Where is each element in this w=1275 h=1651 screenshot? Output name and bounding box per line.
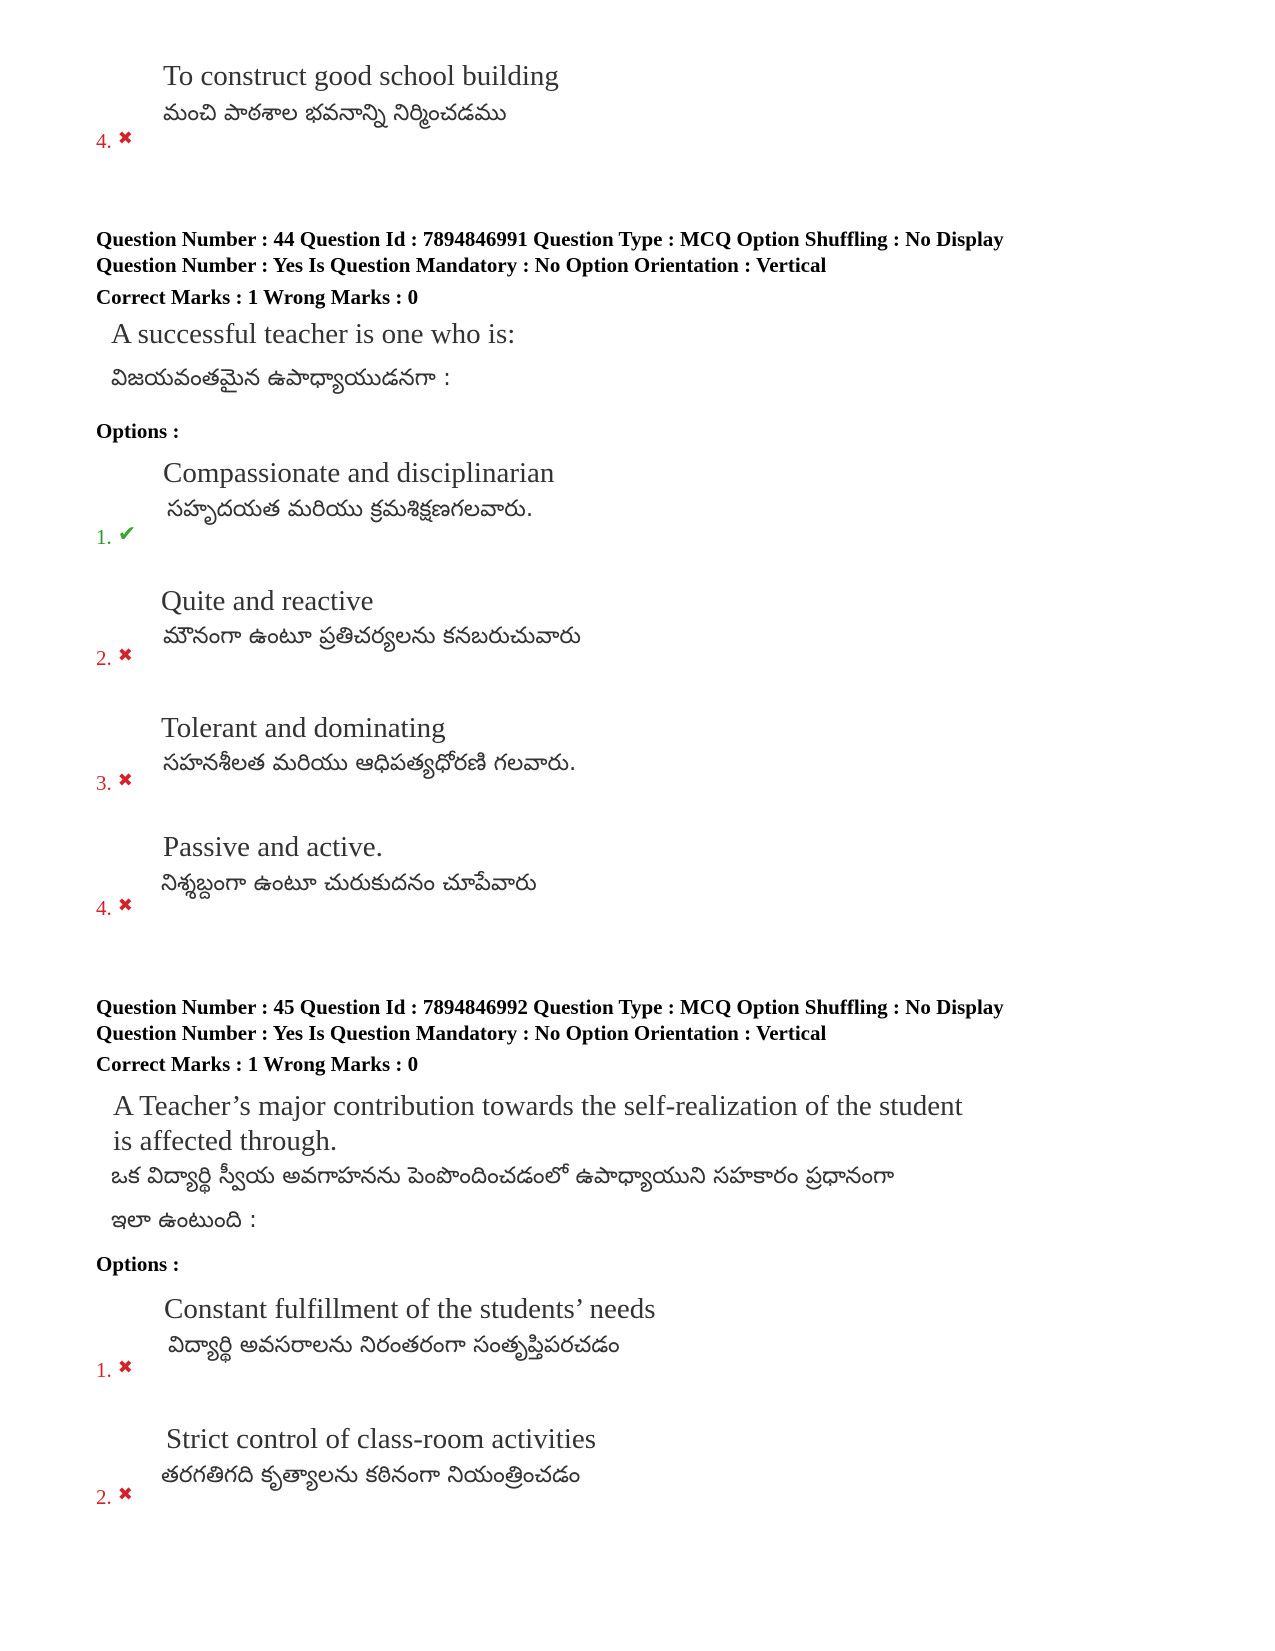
cross-icon: ✖ bbox=[117, 895, 133, 916]
q44-option-2-english: Quite and reactive bbox=[161, 585, 374, 617]
q44-option-3-english: Tolerant and dominating bbox=[161, 712, 446, 744]
q45-meta-line-1: Question Number : 45 Question Id : 7894846992 Question Type : MCQ Option Shuffling : No Display bbox=[96, 995, 1004, 1019]
q44-option-1-number bbox=[96, 522, 136, 550]
option-number: 2. bbox=[96, 646, 112, 670]
prev-option-4-telugu: మంచి పాఠశాల భవనాన్ని నిర్మించడము bbox=[163, 100, 507, 126]
q44-option-3-telugu: సహనశీలత మరియు ఆధిపత్యధోరణి గలవారు. bbox=[163, 750, 577, 776]
q44-meta-line-2: Question Number : Yes Is Question Mandatory : No Option Orientation : Vertical bbox=[96, 253, 827, 277]
q44-question-telugu: విజయవంతమైన ఉపాధ్యాయుడనగా : bbox=[111, 365, 451, 391]
option-number: 1. bbox=[96, 1358, 112, 1382]
q44-meta-line-1: Question Number : 44 Question Id : 7894846991 Question Type : MCQ Option Shuffling : No Display bbox=[96, 227, 1004, 251]
q44-option-4-number bbox=[96, 895, 133, 921]
cross-icon: ✖ bbox=[117, 770, 133, 791]
check-icon: ✔ bbox=[117, 522, 137, 547]
q45-question-telugu-line-1: ఒక విద్యార్థి స్వీయ అవగాహనను పెంపొందించడంలో ఉపాధ్యాయుని సహకారం ప్రధానంగా bbox=[111, 1163, 895, 1189]
q45-question-english-line-2: is affected through. bbox=[113, 1125, 338, 1157]
q44-option-4-telugu: నిశ్శబ్దంగా ఉంటూ చురుకుదనం చూపేవారు bbox=[161, 870, 537, 896]
prev-option-4-number bbox=[96, 128, 133, 154]
q44-option-3-number bbox=[96, 770, 133, 796]
q45-option-2-telugu: తరగతిగది కృత్యాలను కఠినంగా నియంత్రించడం bbox=[161, 1462, 581, 1488]
q45-marks: Correct Marks : 1 Wrong Marks : 0 bbox=[96, 1052, 419, 1076]
q45-question-english-line-1: A Teacher’s major contribution towards the self-realization of the student bbox=[113, 1090, 963, 1122]
q45-option-2-english: Strict control of class-room activities bbox=[166, 1423, 597, 1455]
option-number: 1. bbox=[96, 525, 112, 549]
q44-options-label: Options : bbox=[96, 419, 180, 443]
option-number: 4. bbox=[96, 896, 112, 920]
cross-icon: ✖ bbox=[117, 1484, 133, 1505]
option-number: 4. bbox=[96, 129, 112, 153]
q45-question-telugu-line-2: ఇలా ఉంటుంది : bbox=[111, 1207, 257, 1233]
q44-option-4-english: Passive and active. bbox=[163, 831, 383, 863]
q45-option-1-number bbox=[96, 1357, 133, 1383]
q44-option-2-telugu: మౌనంగా ఉంటూ ప్రతిచర్యలను కనబరుచువారు bbox=[163, 623, 582, 649]
option-number: 3. bbox=[96, 771, 112, 795]
cross-icon: ✖ bbox=[117, 1357, 133, 1378]
q44-option-1-english: Compassionate and disciplinarian bbox=[163, 457, 555, 489]
option-number: 2. bbox=[96, 1485, 112, 1509]
q45-option-1-telugu: విద్యార్థి అవసరాలను నిరంతరంగా సంతృప్తిపరచడం bbox=[168, 1332, 620, 1358]
q44-marks: Correct Marks : 1 Wrong Marks : 0 bbox=[96, 285, 419, 309]
q45-meta-line-2: Question Number : Yes Is Question Mandatory : No Option Orientation : Vertical bbox=[96, 1021, 827, 1045]
q45-options-label: Options : bbox=[96, 1252, 180, 1276]
cross-icon: ✖ bbox=[117, 128, 133, 149]
q44-option-2-number bbox=[96, 645, 133, 671]
q44-option-1-telugu: సహృదయత మరియు క్రమశిక్షణగలవారు. bbox=[167, 496, 534, 522]
q44-question-english: A successful teacher is one who is: bbox=[111, 318, 516, 350]
q45-option-1-english: Constant fulfillment of the students’ needs bbox=[164, 1293, 656, 1325]
q45-option-2-number bbox=[96, 1484, 133, 1510]
prev-option-4-english: To construct good school building bbox=[163, 60, 559, 92]
cross-icon: ✖ bbox=[117, 645, 133, 666]
